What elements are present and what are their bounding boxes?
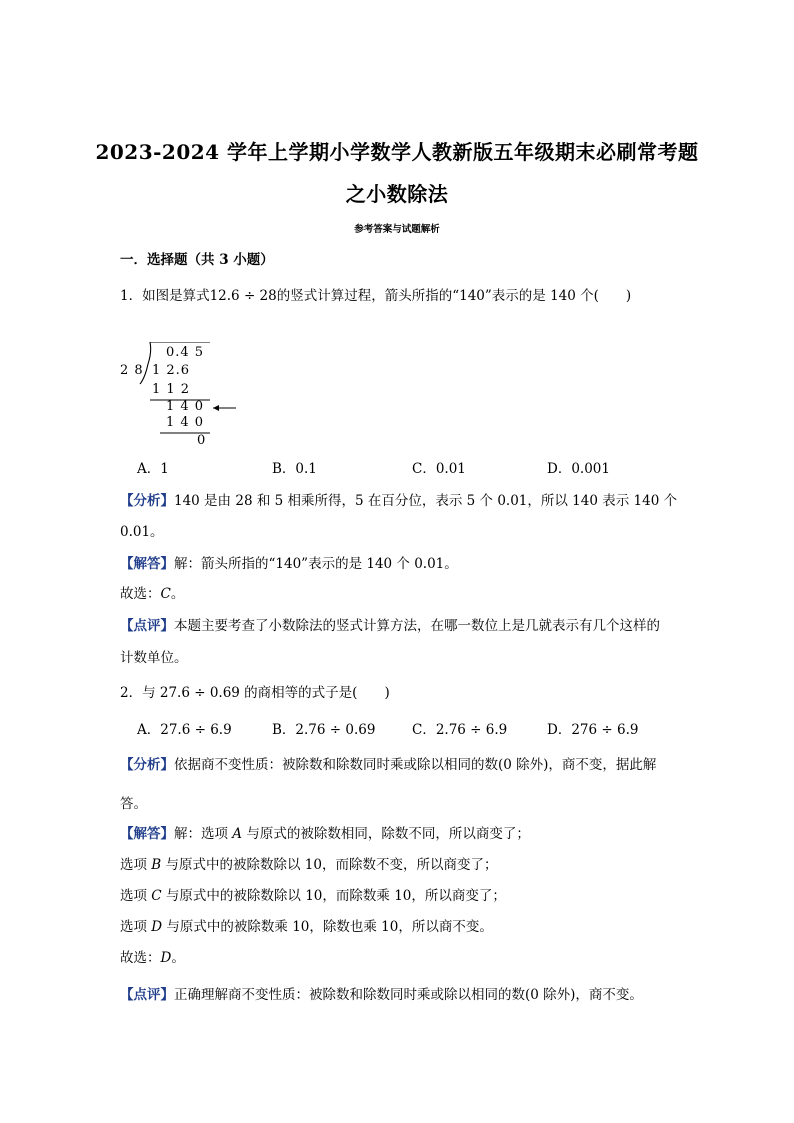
q2-answer-b	[120, 853, 497, 873]
q1-option-b: B．0.1	[272, 461, 317, 477]
q2-analysis-text: 依据商不变性质：被除数和除数同时乘或除以相同的数(0 除外)，商不变，据此解	[174, 757, 657, 773]
page-title-line2: 之小数除法	[345, 182, 449, 206]
analysis-tag: 【分析】	[120, 493, 174, 509]
q2-answer-c	[120, 884, 506, 904]
answer-b-letter: B	[151, 857, 162, 873]
page-subtitle: 参考答案与试题解析	[354, 224, 440, 235]
answer-a-post: 与原式的被除数相同，除数不同，所以商变了；	[242, 826, 530, 842]
answer-d-post: 与原式中的被除数乘 10，除数也乘 10，所以商不变。	[162, 919, 493, 935]
answer-tag: 【解答】	[120, 556, 174, 572]
division-step-2: 1 4 0	[166, 399, 205, 414]
choice-prefix: 故选：	[120, 586, 161, 602]
section-heading: 一．选择题（共 3 小题）	[120, 252, 274, 268]
q2-analysis-cont: 答。	[120, 796, 147, 812]
q1-answer-text: 解：箭头所指的“140”表示的是 140 个 0.01。	[174, 556, 458, 572]
q2-option-a: A．27.6 ÷ 6.9	[137, 722, 232, 738]
long-division-figure	[118, 342, 248, 452]
q1-analysis	[120, 489, 677, 509]
q1-answer	[120, 552, 458, 572]
q1-comment	[120, 614, 660, 634]
choice-letter: D	[160, 950, 172, 966]
choice-letter: C	[160, 586, 171, 602]
q2-comment-text: 正确理解商不变性质：被除数和除数同时乘或除以相同的数(0 除外)，商不变。	[174, 987, 643, 1003]
answer-d-letter: D	[151, 919, 163, 935]
q2-option-b: B．2.76 ÷ 0.69	[272, 722, 376, 738]
q2-stem: 2．与 27.6 ÷ 0.69 的商相等的式子是( )	[120, 685, 390, 701]
q1-option-d: D．0.001	[547, 461, 610, 477]
q1-option-a: A．1	[137, 461, 169, 477]
q1-comment-text: 本题主要考查了小数除法的竖式计算方法，在哪一数位上是几就表示有几个这样的	[174, 618, 660, 634]
answer-a-pre: 解：选项	[174, 826, 233, 842]
answer-b-pre: 选项	[120, 857, 152, 873]
comment-tag: 【点评】	[120, 987, 174, 1003]
division-divisor: 2 8	[120, 363, 144, 378]
q2-answer-d	[120, 915, 493, 935]
q2-analysis	[120, 753, 656, 773]
q2-option-c: C．2.76 ÷ 6.9	[412, 722, 508, 738]
arrow-head-icon	[213, 405, 219, 411]
choice-prefix: 故选：	[120, 950, 161, 966]
answer-a-letter: A	[232, 826, 243, 842]
q1-analysis-text: 140 是由 28 和 5 相乘所得，5 在百分位，表示 5 个 0.01，所以 140 表示 140 个	[174, 493, 678, 509]
q1-comment-cont: 计数单位。	[120, 650, 188, 666]
choice-suffix: 。	[170, 586, 185, 602]
division-step-1: 1 1 2	[152, 382, 191, 397]
answer-tag: 【解答】	[120, 826, 174, 842]
q2-answer	[120, 822, 530, 842]
q2-choice	[120, 946, 185, 966]
answer-c-post: 与原式中的被除数除以 10，而除数乘 10，所以商变了；	[161, 888, 506, 904]
division-remainder: 0	[197, 433, 206, 448]
answer-c-letter: C	[151, 888, 162, 904]
division-step-3: 1 4 0	[166, 415, 205, 430]
page-title: 2023-2024 学年上学期小学数学人教新版五年级期末必刷常考题	[95, 140, 699, 164]
analysis-tag: 【分析】	[120, 757, 174, 773]
division-quotient: 0.4 5	[166, 345, 205, 360]
answer-d-pre: 选项	[120, 919, 152, 935]
q1-choice	[120, 582, 184, 602]
division-dividend: 1 2.6	[152, 363, 191, 378]
q2-comment	[120, 983, 643, 1003]
answer-b-post: 与原式中的被除数除以 10，而除数不变，所以商变了；	[161, 857, 498, 873]
q1-analysis-cont: 0.01。	[120, 524, 164, 540]
comment-tag: 【点评】	[120, 618, 174, 634]
q1-stem: 1．如图是算式12.6 ÷ 28的竖式计算过程，箭头所指的“140”表示的是 140 个( )	[120, 288, 632, 304]
choice-suffix: 。	[171, 950, 185, 966]
q1-option-c: C．0.01	[412, 461, 466, 477]
q2-option-d: D．276 ÷ 6.9	[547, 722, 639, 738]
answer-c-pre: 选项	[120, 888, 152, 904]
